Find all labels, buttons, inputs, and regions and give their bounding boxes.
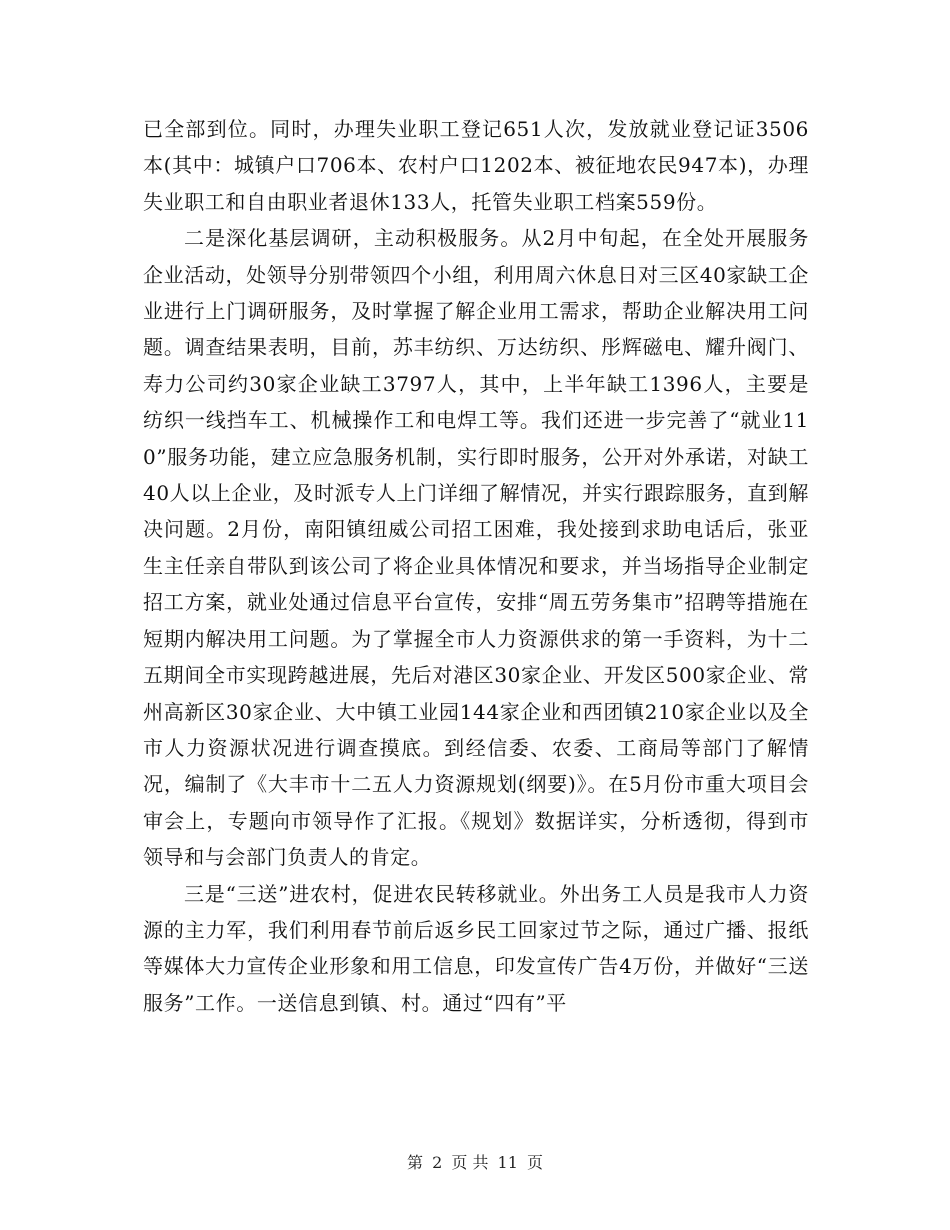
paragraph-3: 三是“三送”进农村，促进农民转移就业。外出务工人员是我市人力资源的主力军，我们利用春节前后返乡民工回家过节之际，通过广播、报纸等媒体大力宣传企业形象和用工信息，印发宣传广告4万份，并做好“三送服务”工作。一送信息到镇、村。通过“四有”平 [143, 881, 809, 1015]
page-footer [0, 1150, 950, 1173]
footer-mid: 页 共 [451, 1153, 489, 1172]
document-body [143, 111, 809, 1021]
footer-current-page: 2 [432, 1153, 443, 1172]
paragraph-1: 已全部到位。同时，办理失业职工登记651人次，发放就业登记证3506本(其中：城镇户口706本、农村户口1202本、被征地农民947本)，办理失业职工和自由职业者退休133人，托管失业职工档案559份。 [143, 117, 809, 214]
paragraph-2: 二是深化基层调研，主动积极服务。从2月中旬起，在全处开展服务企业活动，处领导分别带领四个小组，利用周六休息日对三区40家缺工企业进行上门调研服务，及时掌握了解企业用工需求，帮助企业解决用工问题。调查结果表明，目前，苏丰纺织、万达纺织、彤辉磁电、耀升阀门、寿力公司约30家企业缺工3797人，其中，上半年缺工1396人，主要是纺织一线挡车工、机械操作工和电焊工等。我们还进一步完善了“就业110”服务功能，建立应急服务机制，实行即时服务，公开对外承诺，对缺工40人以上企业，及时派专人上门详细了解情况，并实行跟踪服务，直到解决问题。2月份，南阳镇纽威公司招工困难，我处接到求助电话后，张亚生主任亲自带队到该公司了将企业具体情况和要求，并当场指导企业制定招工方案，就业处通过信息平台宣传，安排“周五劳务集市”招聘等措施在短期内解决用工问题。为了掌握全市人力资源供求的第一手资料，为十二五期间全市实现跨越进展，先后对港区30家企业、开发区500家企业、常州高新区30家企业、大中镇工业园144家企业和西团镇210家企业以及全市人力资源状况进行调查摸底。到经信委、农委、工商局等部门了解情况，编制了《大丰市十二五人力资源规划(纲要)》。在5月份市重大项目会审会上，专题向市领导作了汇报。《规划》数据详实，分析透彻，得到市领导和与会部门负责人的肯定。 [143, 226, 809, 870]
footer-prefix: 第 [406, 1153, 423, 1172]
footer-suffix: 页 [527, 1153, 544, 1172]
footer-total-pages: 11 [497, 1153, 518, 1172]
